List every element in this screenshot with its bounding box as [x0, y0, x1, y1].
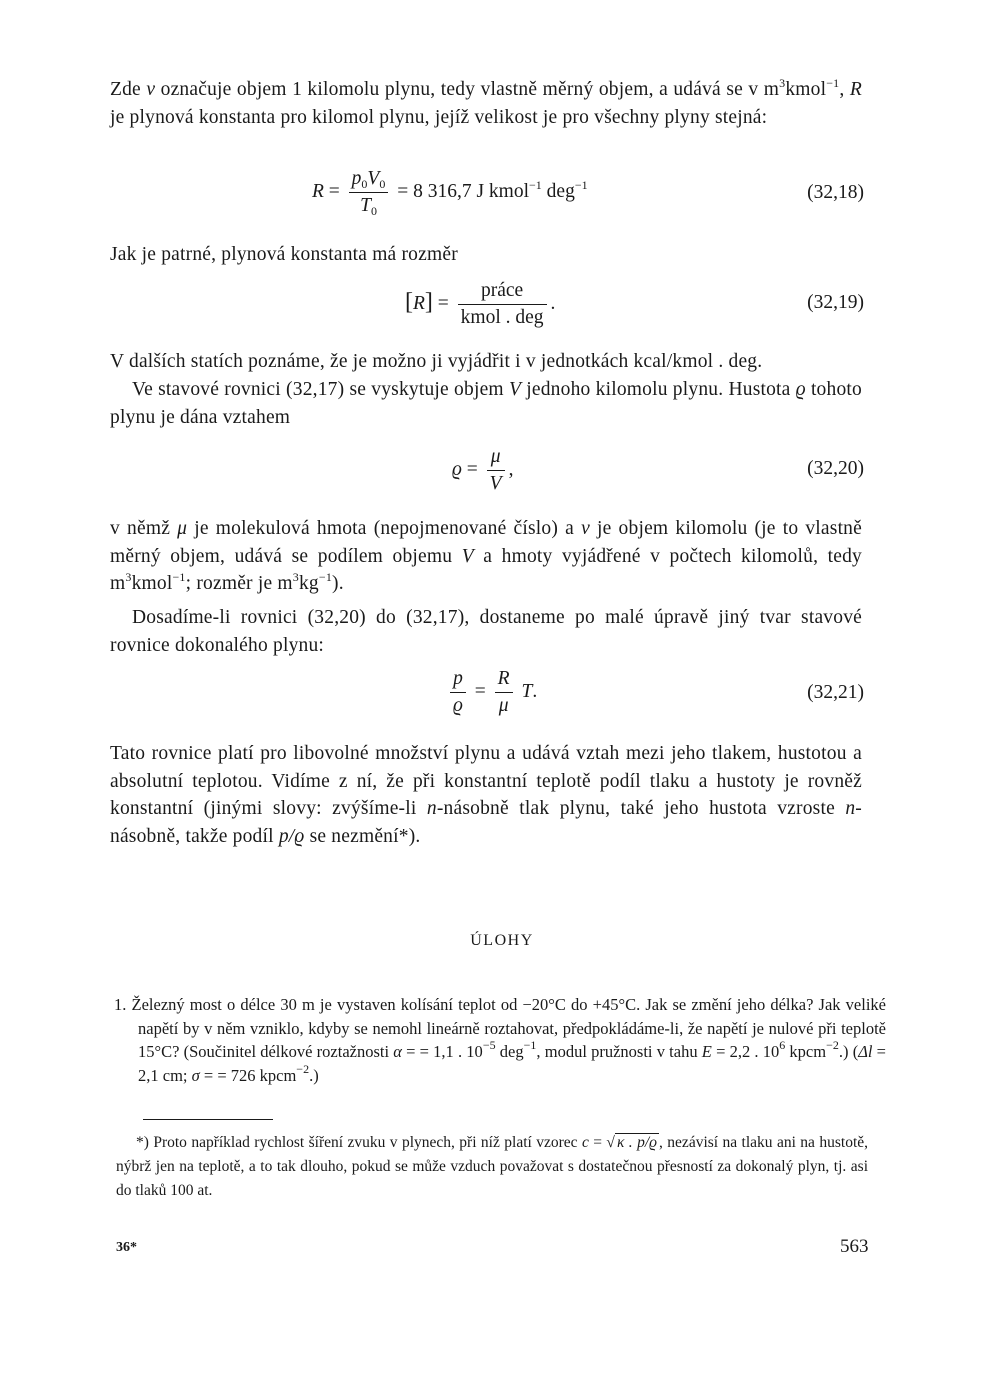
page-number: 563	[840, 1236, 869, 1257]
paragraph-dimension: Jak je patrné, plynová konstanta má rozměr	[110, 244, 458, 265]
equation-number: (32,21)	[807, 682, 864, 703]
fraction: $\frac{\text{práce}}{\text{kmol . deg}}$	[458, 280, 547, 329]
fraction: $\frac{\mu}{V}$	[487, 446, 505, 495]
equation-32-21: $\frac{p}{ϱ}$ = $\frac{R}{\mu}$ T.	[446, 668, 537, 717]
paragraph-molar-mass: v němž μ je molekulová hmota (nepojmenované číslo) a v je objem kilomolu (je to vlastně měrný objem, udává se podílem objemu V a hmoty vyjádřené v počtech kilomolů, tedy $m^3kmol^{-1}$; rozměr je $m^3kg^{-1}$).	[110, 518, 862, 594]
equation-number: (32,18)	[807, 182, 864, 203]
fraction: $\frac{R}{\mu}$	[495, 668, 513, 717]
equation-32-20: ϱ = $\frac{\mu}{V}$ ,	[452, 446, 514, 494]
equation-number: (32,20)	[807, 458, 864, 479]
fraction: $\frac{p_0V_0}{T_0}$	[349, 168, 389, 217]
footnote: *) Proto například rychlost šíření zvuku v plynech, při níž platí vzorec c = √ κ . p/ϱ , nezávisí na tlaku ani na hustotě, nýbrž jen na teplotě, a to tak dlouho, pokud se může vzduch považovat s dostatečnou přesností za dokonalý plyn, tj. asi do tlaků 100 at.	[116, 1134, 869, 1199]
fraction: $\frac{p}{ϱ}$	[450, 668, 466, 717]
footnote-divider	[143, 1119, 273, 1120]
paragraph-conclusion: Tato rovnice platí pro libovolné množství plynu a udává vztah mezi jeho tlakem, hustotou a absolutní teplotou. Vidíme z ní, že při konstantní teplotě podíl tlaku a hustoty je rovněž konstantní (jinými slovy: zvýšíme-li n-násobně tlak plynu, také jeho hustota vzroste n-násobně, takže podíl p/ϱ se nezmění*).	[110, 743, 862, 847]
equation-32-19: [R] = $\frac{\text{práce}}{\text{kmol . deg}}$ .	[405, 280, 556, 328]
section-heading: ÚLOHY	[470, 932, 534, 949]
paragraph-intro: Zde v označuje objem 1 kilomolu plynu, tedy vlastně měrný objem, a udává se v $m^3kmol^{-1}$, R je plynová konstanta pro kilomol plynu, jejíž velikost je pro všechny plyny stejná:	[110, 76, 862, 128]
printer-signature: 36*	[116, 1240, 137, 1255]
exercise-1: 1. Železný most o délce 30 m je vystaven kolísání teplot od −20°C do +45°C. Jak se změní jeho délka? Jak veliké napětí by v něm vzniklo, kdyby se nemohl lineárně roztahovat, předpokládáme-li, že napětí je nulové při teplotě 15°C? (Součinitel délkové roztažnosti α = = 1,1 . $10^{-5}$ deg$^{-1}$, modul pružnosti v tahu E = 2,2 . $10^6$ kpcm$^{-2}$.) (Δl = 2,1 cm; σ = = 726 kpcm$^{-2}$.)	[114, 995, 886, 1085]
equation-32-18: R = $\frac{p_0V_0}{T_0}$ = 8 316,7 J kmol$^{-1}$ deg$^{-1}$	[312, 168, 588, 218]
equation-number: (32,19)	[807, 292, 864, 313]
paragraph-units: V dalších statích poznáme, že je možno ji vyjádřit i v jednotkách kcal/kmol . deg.	[110, 351, 763, 372]
paragraph-density: Ve stavové rovnici (32,17) se vyskytuje objem V jednoho kilomolu plynu. Hustota ϱ tohoto plynu je dána vztahem	[110, 379, 862, 428]
paragraph-substitution: Dosadíme-li rovnici (32,20) do (32,17), dostaneme po malé úpravě jiný tvar stavové rovnice dokonalého plynu:	[110, 607, 862, 656]
